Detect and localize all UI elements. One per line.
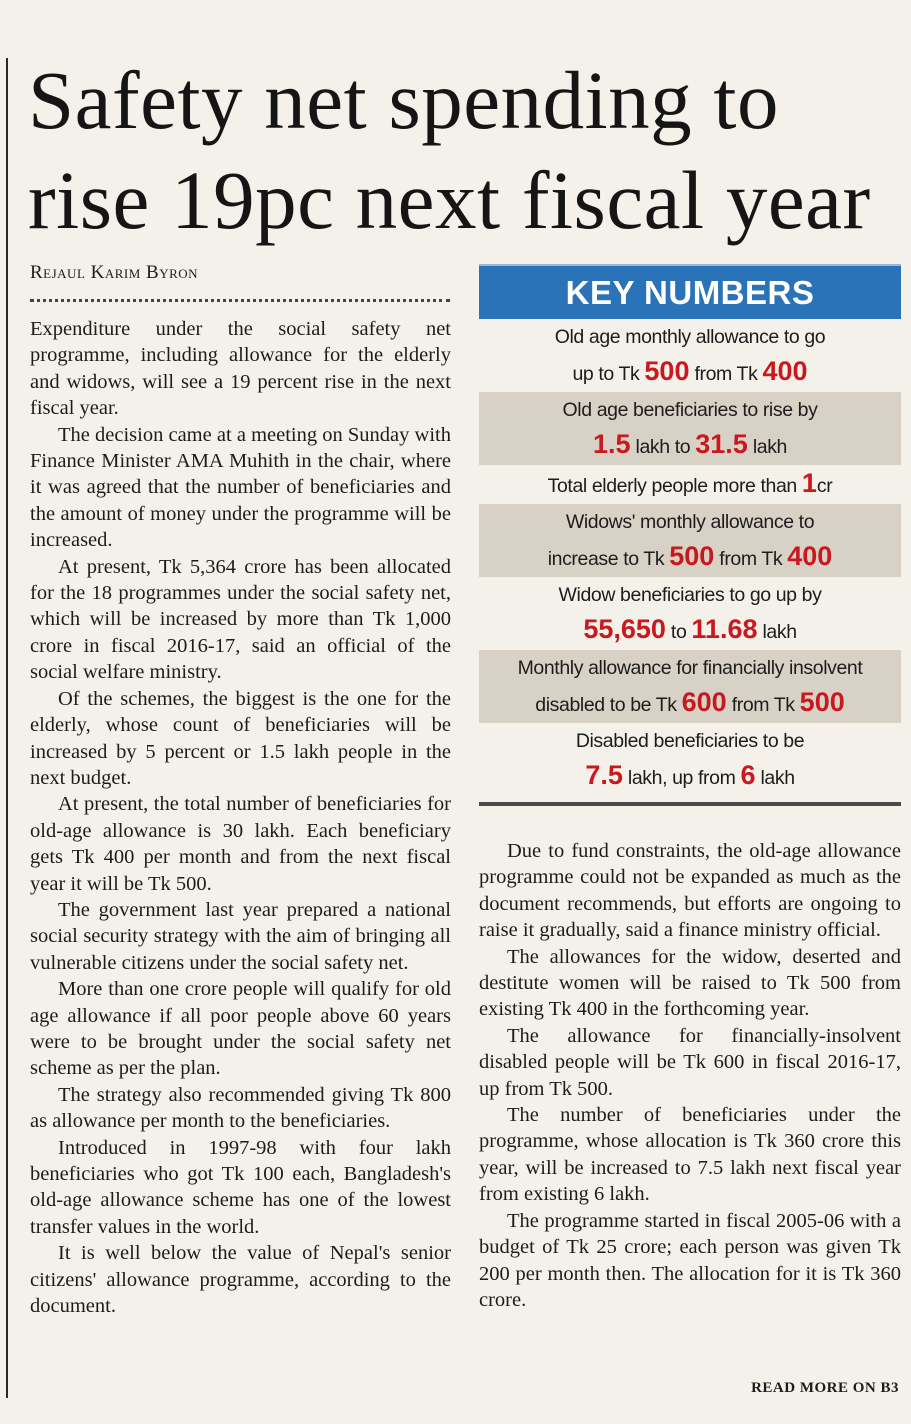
paragraph: The allowance for financially-insolvent disabled people will be Tk 600 in fiscal 2016-17, up from Tk 500. [479, 1024, 901, 1100]
key-figure: 6 [740, 760, 756, 790]
article-column-left [30, 316, 451, 1319]
key-number-item: Widows' monthly allowance to increase to Tk 500 from Tk 400 [479, 504, 901, 577]
paragraph: Introduced in 1997-98 with four lakh beneficiaries who got Tk 100 each, Bangladesh's old-age allowance scheme has one of the lowest transfer values in the world. [30, 1136, 451, 1238]
key-number-item: Old age beneficiaries to rise by 1.5 lakh to 31.5 lakh [479, 392, 901, 465]
headline: Safety net spending to rise 19pc next fiscal year [28, 54, 871, 246]
paragraph: The strategy also recommended giving Tk 800 as allowance per month to the beneficiaries. [30, 1083, 451, 1133]
key-figure: 1.5 [592, 429, 631, 459]
paragraph: Expenditure under the social safety net programme, including allowance for the elderly and widows, will see a 19 percent rise in the next fiscal year. [30, 318, 451, 420]
key-number-item: Disabled beneficiaries to be 7.5 lakh, up from 6 lakh [575, 730, 805, 790]
key-number-item: Widow beneficiaries to go up by 55,650 to 11.68 lakh [558, 584, 822, 644]
key-figure: 500 [644, 356, 690, 386]
paragraph: The decision came at a meeting on Sunday with Finance Minister AMA Muhith in the chair, where it was agreed that the number of beneficiaries and the amount of money under the programme will be increased. [30, 423, 451, 552]
paragraph: Due to fund constraints, the old-age allowance programme could not be expanded as much as the document recommends, but efforts are ongoing to raise it gradually, said a finance ministry official. [479, 840, 901, 942]
article-column-right [479, 838, 901, 1313]
key-figure: 400 [787, 541, 833, 571]
paragraph: At present, Tk 5,364 crore has been allocated for the 18 programmes under the social safety net, which will be increased by more than Tk 1,000 crore in fiscal 2016-17, said an official of the social welfare ministry. [30, 555, 451, 684]
key-figure: 1 [801, 468, 817, 498]
key-figure: 500 [669, 541, 715, 571]
key-number-item: Monthly allowance for financially insolvent disabled to be Tk 600 from Tk 500 [479, 650, 901, 723]
paragraph: At present, the total number of beneficiaries for old-age allowance is 30 lakh. Each beneficiary gets Tk 400 per month and from the next fiscal year it will be Tk 500. [30, 793, 451, 895]
key-numbers-box [479, 264, 901, 806]
paragraph: It is well below the value of Nepal's senior citizens' allowance programme, according to the document. [30, 1242, 451, 1318]
left-column-rule [6, 58, 8, 1398]
paragraph: Of the schemes, the biggest is the one for the elderly, whose count of beneficiaries will be increased by 5 percent or 1.5 lakh people in the next budget. [30, 687, 451, 789]
paragraph: The number of beneficiaries under the programme, whose allocation is Tk 360 crore this year, will be increased to 7.5 lakh next fiscal year from existing 6 lakh. [479, 1104, 901, 1206]
byline-divider [30, 299, 450, 302]
key-figure: 55,650 [583, 614, 666, 644]
key-figure: 7.5 [585, 760, 623, 790]
read-more-link[interactable]: READ MORE ON B3 [751, 1380, 899, 1396]
paragraph: The allowances for the widow, deserted and destitute women will be raised to Tk 500 from existing Tk 400 in the forthcoming year. [479, 945, 901, 1021]
key-number-item: Old age monthly allowance to go up to Tk 500 from Tk 400 [554, 326, 826, 386]
key-number-item: Total elderly people more than 1cr [547, 468, 833, 498]
key-figure: 31.5 [695, 429, 748, 459]
key-numbers-title: KEY NUMBERS [479, 264, 901, 319]
key-figure: 400 [762, 356, 808, 386]
paragraph: The government last year prepared a national social security strategy with the aim of bringing all vulnerable citizens under the social safety net. [30, 898, 451, 974]
key-figure: 11.68 [691, 614, 758, 644]
byline: Rejaul Karim Byron [30, 262, 199, 283]
paragraph: The programme started in fiscal 2005-06 with a budget of Tk 25 crore; each person was given Tk 200 per month then. The allocation for it is Tk 360 crore. [479, 1209, 901, 1311]
key-figure: 500 [799, 687, 845, 717]
key-numbers-bottom-rule [479, 802, 901, 806]
key-figure: 600 [681, 687, 727, 717]
paragraph: More than one crore people will qualify for old age allowance if all poor people above 60 years were to be brought under the social safety net scheme as per the plan. [30, 978, 451, 1080]
